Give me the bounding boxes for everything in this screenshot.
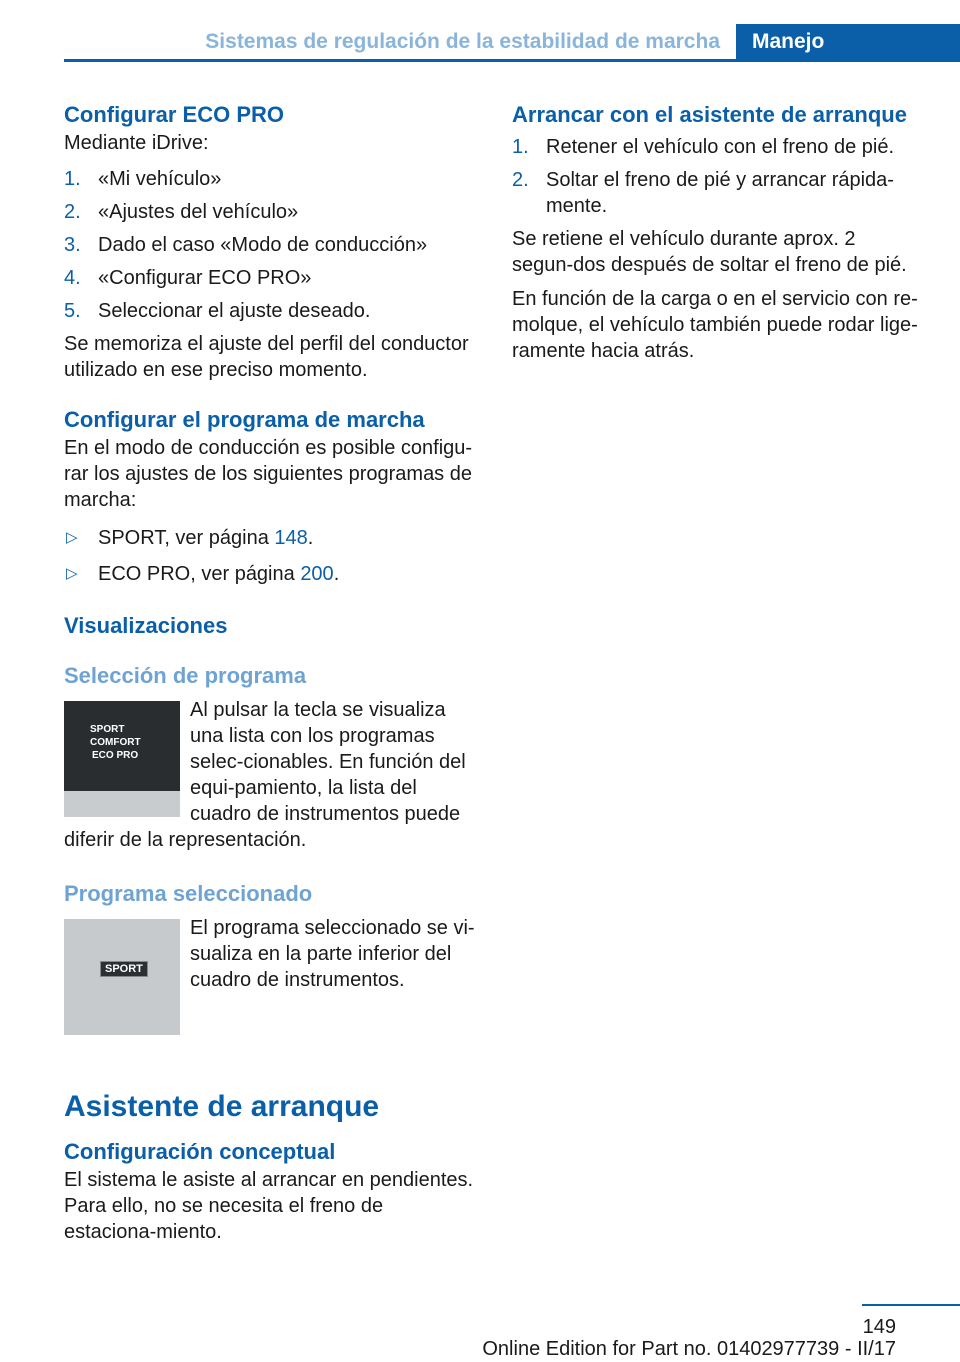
list-item bbox=[512, 167, 918, 219]
via-idrive-text: Mediante iDrive: bbox=[64, 132, 209, 154]
concept-text: El sistema le asiste al arrancar en pendientes. Para ello, no se necesita el freno de estaciona-miento. bbox=[64, 1169, 474, 1243]
heading-hill-start-assist: Asistente de arranque bbox=[64, 1090, 380, 1123]
step-number: 1. bbox=[512, 136, 529, 158]
heading-eco-pro: Configurar ECO PRO bbox=[64, 102, 285, 127]
page-header bbox=[64, 24, 960, 62]
list-item bbox=[64, 199, 480, 225]
selection-block bbox=[64, 697, 480, 853]
eco-note: Se memoriza el ajuste del perfil del conductor utilizado en ese preciso momento. bbox=[64, 333, 469, 381]
step-text: Dado el caso «Modo de conducción» bbox=[98, 234, 428, 256]
selected-text: El programa seleccionado se vi-sualiza en la parte inferior del cuadro de instrumentos. bbox=[190, 917, 475, 991]
step-text: Soltar el freno de pié y arrancar rápida-mente. bbox=[546, 169, 894, 217]
edition-note: Online Edition for Part no. 01402977739 - II/17 bbox=[482, 1338, 896, 1360]
step-number: 1. bbox=[64, 168, 81, 190]
list-item bbox=[64, 298, 480, 324]
program-list bbox=[64, 525, 480, 587]
list-item bbox=[64, 166, 480, 192]
display-option-sport: SPORT bbox=[90, 724, 125, 735]
triangle-bullet-icon: ▷ bbox=[66, 565, 78, 582]
header-section-title: Sistemas de regulación de la estabilidad de marcha bbox=[205, 30, 720, 53]
item-text: ECO PRO, ver página bbox=[98, 563, 301, 585]
left-column bbox=[64, 100, 480, 1245]
step-text: «Ajustes del vehículo» bbox=[98, 201, 299, 223]
selection-text: Al pulsar la tecla se visualiza una lista con los programas selec-cionables. En función del equi-pamiento, la lista del cuadro de instrumentos puede diferir de la representación. bbox=[64, 699, 466, 851]
hold-text: Se retiene el vehículo durante aprox. 2 segun-dos después de soltar el freno de pié. bbox=[512, 228, 907, 276]
page-link-200[interactable]: 200 bbox=[300, 563, 334, 585]
step-number: 5. bbox=[64, 300, 81, 322]
step-number: 4. bbox=[64, 267, 81, 289]
heading-selected-program: Programa seleccionado bbox=[64, 881, 313, 906]
step-text: «Mi vehículo» bbox=[98, 168, 222, 190]
selected-block bbox=[64, 915, 480, 1039]
triangle-bullet-icon: ▷ bbox=[66, 529, 78, 546]
heading-start-with-assist: Arrancar con el asistente de arranque bbox=[512, 102, 907, 127]
list-item bbox=[64, 525, 480, 551]
item-end: . bbox=[333, 563, 340, 585]
step-number: 2. bbox=[64, 201, 81, 223]
item-end: . bbox=[307, 527, 314, 549]
step-text: Retener el vehículo con el freno de pié. bbox=[546, 136, 894, 158]
page-link-148[interactable]: 148 bbox=[274, 527, 308, 549]
sport-badge: SPORT bbox=[100, 961, 148, 977]
heading-driving-program: Configurar el programa de marcha bbox=[64, 407, 425, 432]
page-number: 149 bbox=[862, 1316, 896, 1338]
start-steps-list bbox=[512, 134, 918, 219]
program-intro: En el modo de conducción es posible configu-rar los ajustes de los siguientes programas de marcha: bbox=[64, 437, 473, 511]
display-option-eco-pro: ECO PRO bbox=[92, 750, 139, 761]
step-number: 2. bbox=[512, 169, 529, 191]
header-rule bbox=[64, 59, 960, 62]
program-list-display-image bbox=[64, 701, 180, 817]
list-item bbox=[64, 561, 480, 587]
step-text: «Configurar ECO PRO» bbox=[98, 267, 312, 289]
eco-steps-list bbox=[64, 166, 480, 324]
header-chapter-tab: Manejo bbox=[736, 24, 960, 62]
list-item bbox=[512, 134, 918, 160]
step-number: 3. bbox=[64, 234, 81, 256]
heading-displays: Visualizaciones bbox=[64, 613, 228, 638]
selected-program-display-image bbox=[64, 919, 180, 1035]
display-option-comfort: COMFORT bbox=[90, 737, 141, 748]
heading-concept: Configuración conceptual bbox=[64, 1139, 336, 1164]
load-text: En función de la carga o en el servicio con re-molque, el vehículo también puede rodar lige-ramente hacia atrás. bbox=[512, 288, 918, 362]
step-text: Seleccionar el ajuste deseado. bbox=[98, 300, 371, 322]
item-text: SPORT, ver página bbox=[98, 527, 275, 549]
heading-program-selection: Selección de programa bbox=[64, 663, 307, 688]
right-column bbox=[512, 100, 918, 364]
footer-rule bbox=[862, 1304, 960, 1306]
list-item bbox=[64, 232, 480, 258]
list-item bbox=[64, 265, 480, 291]
